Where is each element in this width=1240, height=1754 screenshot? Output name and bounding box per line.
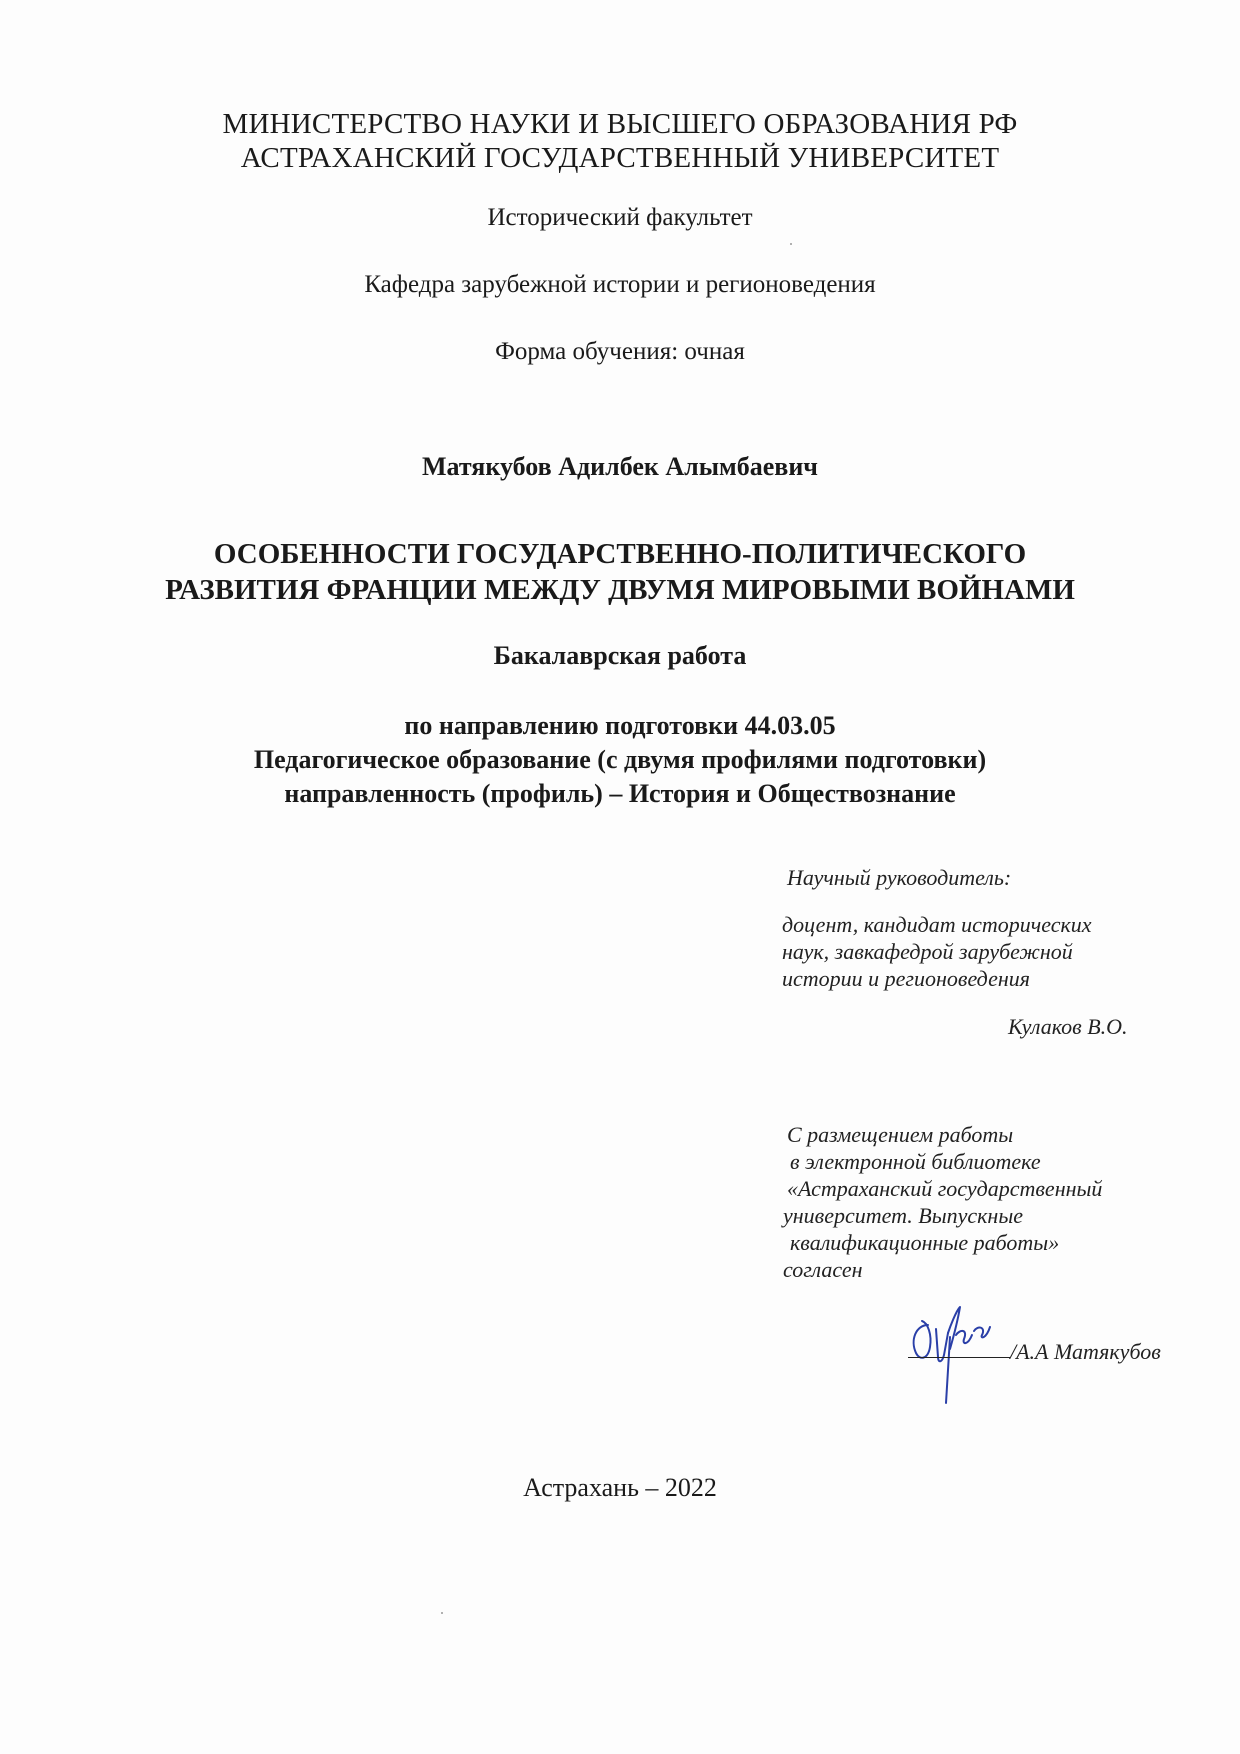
study-form-label: Форма обучения: очная: [495, 338, 745, 365]
direction-line-1: по направлению подготовки 44.03.05: [404, 711, 836, 740]
faculty-label: Исторический факультет: [487, 204, 753, 231]
supervisor-position-line-1: доцент, кандидат исторических: [782, 912, 1092, 937]
consent-line-2: в электронной библиотеке: [790, 1149, 1041, 1174]
consent-line-5: квалификационные работы»: [790, 1230, 1060, 1255]
thesis-title-line-1: ОСОБЕННОСТИ ГОСУДАРСТВЕННО-ПОЛИТИЧЕСКОГО: [213, 538, 1027, 570]
supervisor-name: Кулаков В.О.: [1008, 1014, 1128, 1039]
ministry-heading: МИНИСТЕРСТВО НАУКИ И ВЫСШЕГО ОБРАЗОВАНИЯ РФ: [222, 108, 1018, 140]
consent-line-1: С размещением работы: [787, 1122, 1014, 1147]
scan-speck: [790, 243, 792, 245]
author-name: Матякубов Адилбек Алымбаевич: [422, 452, 818, 481]
city-year: Астрахань – 2022: [523, 1473, 717, 1502]
university-heading: АСТРАХАНСКИЙ ГОСУДАРСТВЕННЫЙ УНИВЕРСИТЕТ: [240, 142, 1000, 174]
direction-line-3: направленность (профиль) – История и Обществознание: [284, 779, 956, 808]
scan-speck: [441, 1612, 443, 1614]
signature-line: [908, 1357, 1010, 1358]
signature-name: /А.А Матякубов: [1010, 1339, 1161, 1364]
thesis-title-line-2: РАЗВИТИЯ ФРАНЦИИ МЕЖДУ ДВУМЯ МИРОВЫМИ ВОЙНАМИ: [165, 574, 1075, 606]
consent-line-4: университет. Выпускные: [783, 1203, 1024, 1228]
direction-line-2: Педагогическое образование (с двумя профилями подготовки): [253, 745, 987, 774]
handwritten-signature: [898, 1305, 1018, 1405]
supervisor-position-line-3: истории и регионоведения: [782, 966, 1030, 991]
work-type-label: Бакалаврская работа: [493, 641, 747, 670]
consent-line-3: «Астраханский государственный: [787, 1176, 1103, 1201]
consent-line-6: согласен: [783, 1257, 863, 1282]
department-label: Кафедра зарубежной истории и регионоведения: [364, 271, 876, 298]
supervisor-label: Научный руководитель:: [787, 865, 1012, 890]
supervisor-position-line-2: наук, завкафедрой зарубежной: [782, 939, 1073, 964]
